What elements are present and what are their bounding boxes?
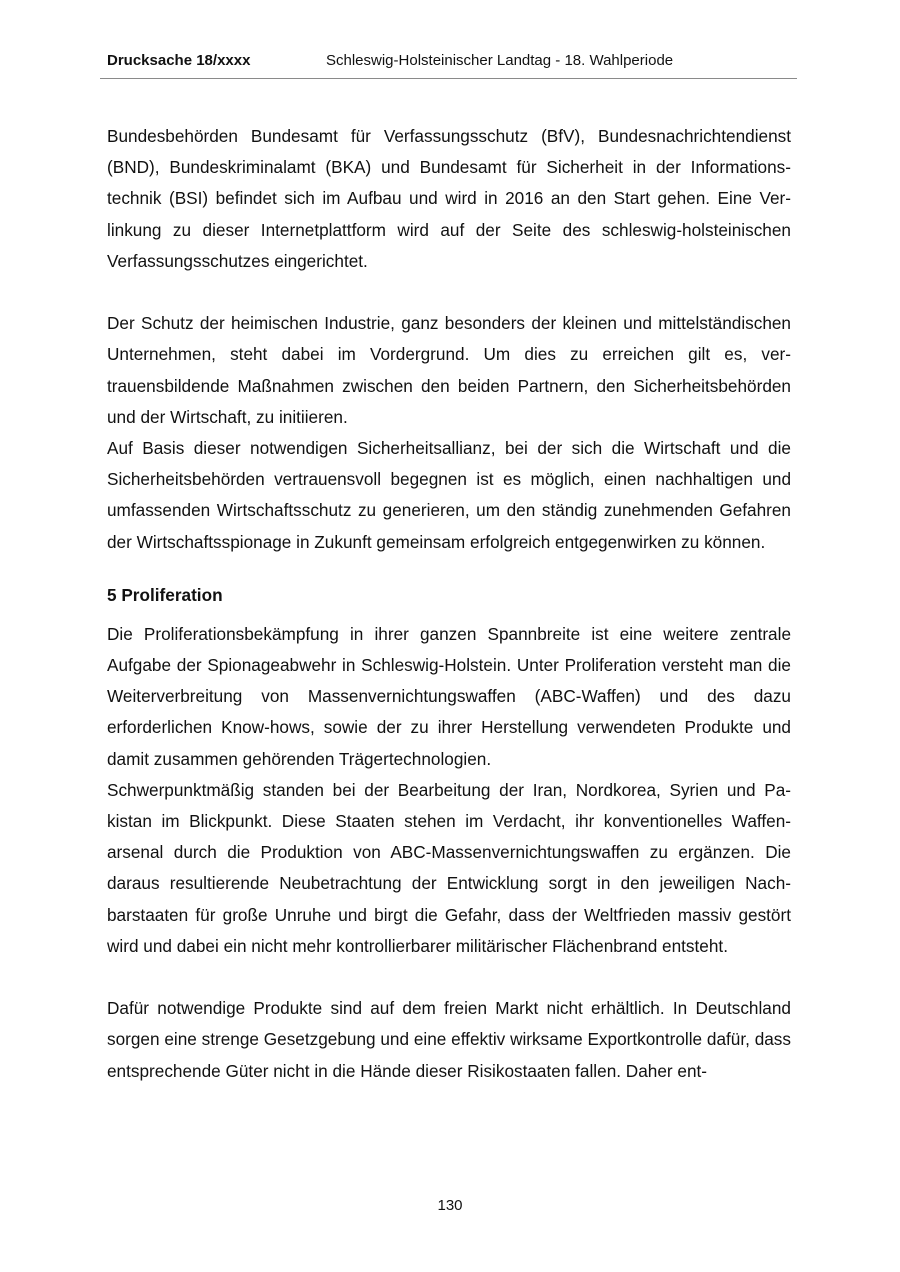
- paragraph-schutz-industrie: Der Schutz der heimischen Industrie, ganz besonders der kleinen und mittelständischen Unternehmen, steht dabei im Vordergrund. Um dies zu erreichen gilt es, vertrauensbildende Maßnahmen zwischen den beiden Partnern, den Sicherheitsbehörden und der Wirtschaft, zu initiieren.: [107, 313, 791, 427]
- heading-gap: [107, 611, 791, 619]
- document-number: Drucksache 18/xxxx: [107, 52, 251, 69]
- section-heading: 5 Proliferation: [107, 584, 223, 605]
- paragraph-gap: [107, 277, 791, 308]
- paragraph-schwerpunkt: Schwerpunktmäßig standen bei der Bearbeitung der Iran, Nordkorea, Syrien und Pakistan im Blickpunkt. Diese Staaten stehen im Verdacht, ihr konventionelles Waffenarsenal durch die Produktion von ABC-Massenvernichtungswaffen zu ergänzen. Die daraus resultierende Neubetrachtung der Entwicklung sorgt in den jeweiligen Nachbarstaaten für große Unruhe und birgt die Gefahr, dass der Weltfrieden massiv gestört wird und dabei ein nicht mehr kontrollierbarer militärischer Flächenbrand entsteht.: [107, 779, 791, 956]
- paragraph-gap: [107, 962, 791, 993]
- paragraph-sicherheitsallianz: Auf Basis dieser notwendigen Sicherheitsallianz, bei der sich die Wirtschaft und die Sicherheitsbehörden vertrauensvoll begegnen ist es möglich, einen nachhaltigen und umfassenden Wirtschaftsschutz zu generieren, um den ständig zunehmenden Gefahren der Wirtschaftsspionage in Zukunft gemeinsam erfolgreich entgegenwirken zu können.: [107, 438, 791, 552]
- page-content: [107, 121, 791, 1087]
- header-title: Schleswig-Holsteinischer Landtag - 18. Wahlperiode: [326, 52, 674, 69]
- paragraph-produkte: Dafür notwendige Produkte sind auf dem freien Markt nicht erhältlich. In Deutschland sorgen eine strenge Gesetzgebung und eine effektiv wirksame Exportkontrolle dafür, dass entsprechende Güter nicht in die Hände dieser Risikostaaten fallen. Daher ent-: [107, 998, 791, 1081]
- page-number: 130: [437, 1197, 463, 1214]
- paragraph-proliferationsbekaempfung: Die Proliferationsbekämpfung in ihrer ganzen Spannbreite ist eine weitere zentrale Aufgabe der Spionageabwehr in Schleswig-Holstein. Unter Proliferation versteht man die Weiterverbreitung von Massenvernichtungswaffen (ABC-Waffen) und des dazu erforderlichen Know-hows, sowie der zu ihrer Herstellung verwendeten Produkte und damit zusammen gehörenden Trägertechnologien.: [107, 623, 791, 769]
- page-header: [100, 50, 797, 79]
- section-gap: [107, 558, 791, 580]
- paragraph-bundesbehoerden: Bundesbehörden Bundesamt für Verfassungsschutz (BfV), Bundesnachrichtendienst (BND), Bundeskriminalamt (BKA) und Bundesamt für Sicherheit in der Informationstechnik (BSI) befindet sich im Aufbau und wird in 2016 an den Start gehen. Eine Verlinkung zu dieser Internetplattform wird auf der Seite des schleswig-holsteinischen Verfassungsschutzes eingerichtet.: [107, 126, 791, 271]
